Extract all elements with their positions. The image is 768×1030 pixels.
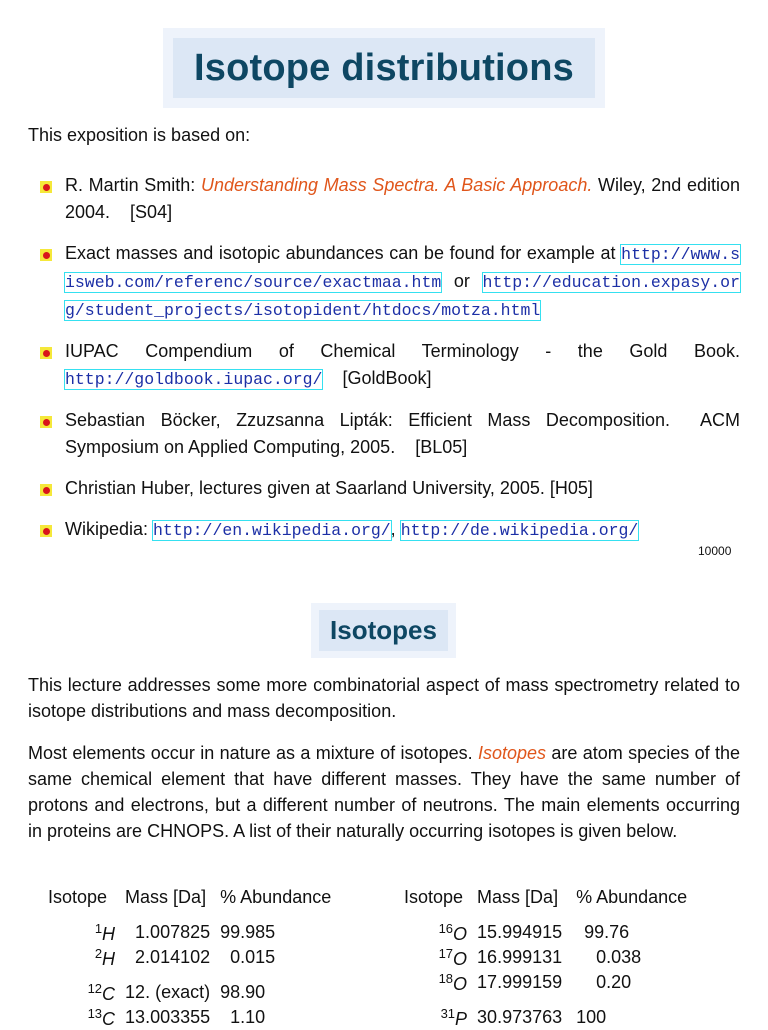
table-row [48, 970, 331, 980]
isotope-mass: 13.003355 [125, 1007, 211, 1027]
section-title-frame [311, 603, 456, 658]
reference-item [0, 516, 740, 544]
bullet-icon [40, 181, 52, 193]
isotope-abundance: 99.985 [220, 922, 276, 942]
table-row [48, 1005, 331, 1030]
isotope-symbol: $^{31}$P [440, 1005, 468, 1029]
page-number: 10000 [698, 544, 732, 558]
isotope-abundance: 0.20 [596, 972, 632, 992]
isotope-symbol: $^{17}$O [438, 945, 468, 969]
isotope-symbol: $^{16}$O [438, 920, 468, 944]
isotope-symbol: $^1$H [94, 920, 116, 944]
bullet-icon [40, 347, 52, 359]
isotope-abundance: 100 [576, 1007, 607, 1027]
isotope-symbol: $^{12}$C [87, 980, 116, 1004]
isotope-symbol: $^{13}$C [87, 1005, 116, 1029]
table-row [404, 945, 687, 970]
section-title-box [319, 610, 448, 651]
isotope-abundance: 1.10 [230, 1007, 266, 1027]
isotope-mass: 2.014102 [135, 947, 211, 967]
table-row [404, 970, 687, 995]
column-header-mass: Mass [Da] [477, 886, 559, 907]
isotope-mass: 1.007825 [135, 922, 211, 942]
reference-text: R. Martin Smith: [65, 175, 201, 195]
isotope-table-right [404, 884, 687, 1030]
table-row [48, 980, 331, 1005]
section-title: Isotopes [330, 615, 437, 645]
table-row [404, 1005, 687, 1030]
isotope-abundance: 0.015 [230, 947, 276, 967]
bullet-icon [40, 416, 52, 428]
reference-item [0, 475, 740, 502]
intro-text: This exposition is based on: [28, 125, 251, 145]
reference-text: Exact masses and isotopic abundances can be found for example at [65, 243, 622, 263]
isotope-abundance: 98.90 [220, 982, 266, 1002]
column-header-isotope: Isotope [48, 886, 108, 907]
reference-item [0, 240, 740, 324]
reference-text: Wiley, 2nd edition 2004. [S04] [65, 175, 746, 222]
table-header-row [404, 884, 687, 910]
reference-text: Sebastian Böcker, Zzuzsanna Lipták: Efficient Mass Decomposition. ACM Symposium on Applied Computing, 2005. [BL05] [65, 410, 746, 457]
goldbook-link[interactable]: http://goldbook.iupac.org/ [65, 370, 323, 389]
column-header-abundance: % Abundance [220, 886, 332, 907]
column-header-isotope: Isotope [404, 886, 464, 907]
isotope-abundance: 99.76 [584, 922, 630, 942]
bullet-icon [40, 525, 52, 537]
paragraph-text: Most elements occur in nature as a mixture of isotopes. [28, 743, 478, 763]
reference-item [0, 172, 746, 226]
title-frame [163, 28, 605, 108]
wikipedia-de-link[interactable]: http://de.wikipedia.org/ [400, 521, 639, 540]
isotopes-paragraph [28, 740, 740, 844]
isotope-mass: 17.999159 [477, 972, 563, 992]
isotope-symbol: $^{18}$O [438, 970, 468, 994]
sisweb-link[interactable]: http://www.sisweb.com/referenc/source/exactmaa.htm [65, 245, 740, 292]
isotope-mass: 12. (exact) [125, 982, 211, 1002]
table-row [48, 945, 331, 970]
table-row [404, 910, 687, 920]
paragraph-text: are atom species of the same chemical element that have different masses. They have the same number of protons and electrons, but a different number of neutrons. The main elements occurring in proteins are CHNOPS. A list of their naturally occurring isotopes is given below. [28, 743, 740, 841]
table-header-row [48, 884, 331, 910]
reference-item [0, 338, 750, 393]
wikipedia-en-link[interactable]: http://en.wikipedia.org/ [153, 521, 391, 540]
reference-list [0, 172, 768, 558]
table-row [48, 920, 331, 945]
book-title: Understanding Mass Spectra. A Basic Approach. [200, 175, 593, 195]
isotope-symbol: $^2$H [94, 945, 116, 969]
reference-text: IUPAC Compendium of Chemical Terminology - the Gold Book. [65, 341, 750, 361]
reference-text: Wikipedia: [65, 519, 154, 539]
reference-item [0, 407, 746, 461]
isotope-abundance: 0.038 [596, 947, 642, 967]
title-box [173, 38, 595, 98]
reference-text: [GoldBook] [322, 368, 432, 388]
lecture-paragraph: This lecture addresses some more combinatorial aspect of mass spectrometry related to isotope distributions and mass decomposition. [28, 675, 740, 721]
isotope-mass: 15.994915 [477, 922, 563, 942]
reference-text: or [441, 271, 483, 291]
column-header-abundance: % Abundance [576, 886, 688, 907]
expasy-link[interactable]: http://education.expasy.org/student_projects/isotopident/htdocs/motza.html [65, 273, 740, 320]
table-row [48, 910, 331, 920]
isotope-table-left [48, 884, 331, 1030]
bullet-icon [40, 249, 52, 261]
isotopes-term: Isotopes [477, 743, 547, 763]
bullet-icon [40, 484, 52, 496]
isotope-mass: 30.973763 [477, 1007, 563, 1027]
reference-text: , [390, 519, 401, 539]
column-header-mass: Mass [Da] [125, 886, 207, 907]
table-row [404, 920, 687, 945]
isotope-mass: 16.999131 [477, 947, 563, 967]
table-row [404, 995, 687, 1005]
reference-text: Christian Huber, lectures given at Saarland University, 2005. [H05] [65, 478, 593, 498]
page-title: Isotope distributions [194, 46, 574, 89]
